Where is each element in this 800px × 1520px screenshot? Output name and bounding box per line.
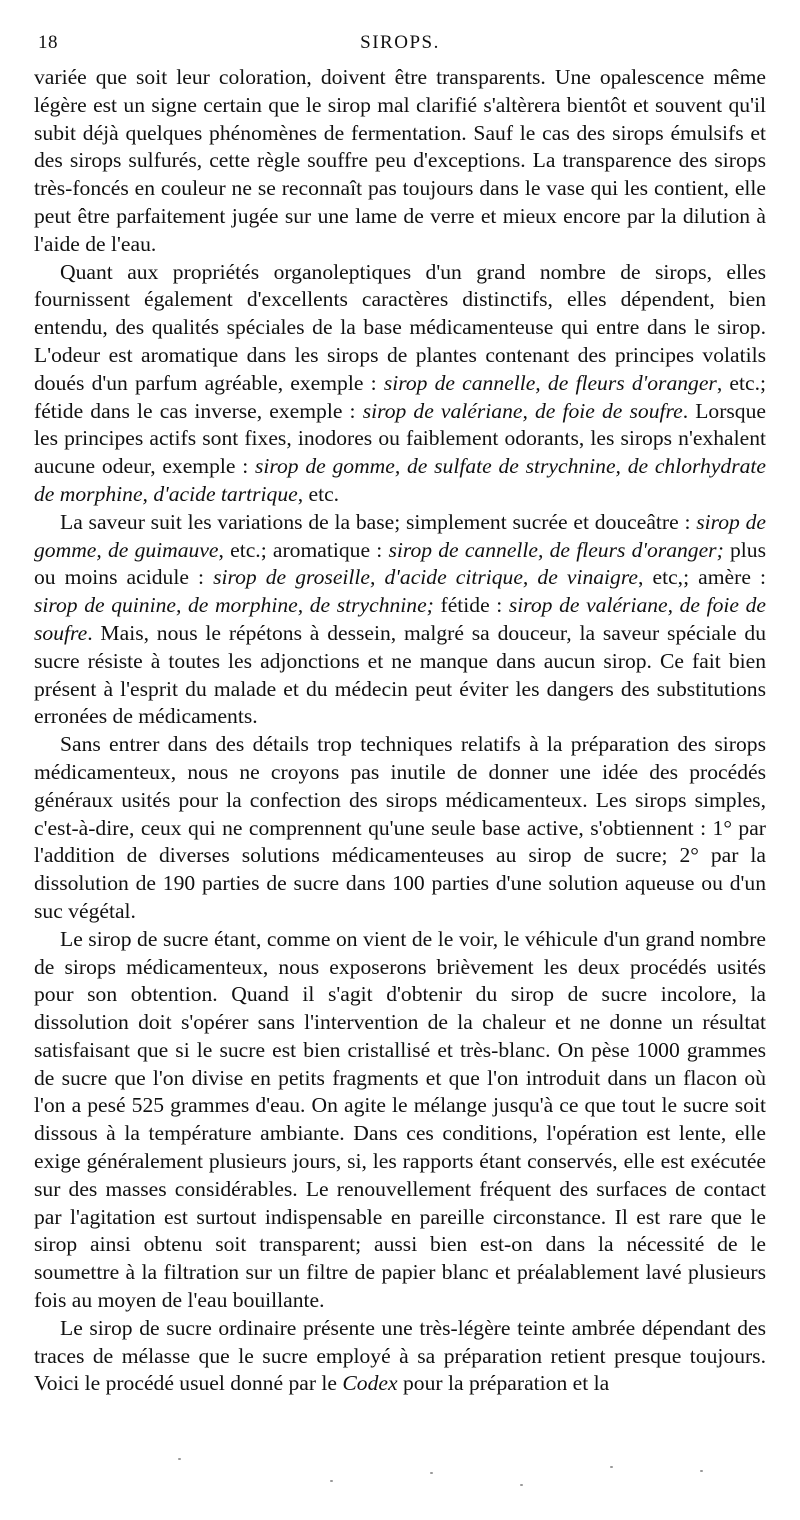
- body-text: [34, 64, 766, 1398]
- text-segment: , etc.; fétide dans le cas inverse, exemple :: [34, 370, 766, 423]
- italic-term: sirop de cannelle, de fleurs d'oranger;: [388, 537, 724, 562]
- text-segment: , etc.: [297, 481, 340, 506]
- page-number: 18: [38, 32, 58, 53]
- italic-term: Codex: [342, 1371, 398, 1396]
- text-segment: Le sirop de sucre étant, comme on vient de le voir, le véhicule d'un grand nombre de sirops médicamenteux, nous exposerons brièvement les deux procédés usités pour son obtention. Quand il s'agit d'obtenir du sirop de sucre incolore, la dissolution doit s'opérer sans l'intervention de la chaleur et ne donne un résultat satisfaisant que si le sucre est bien cristallisé et très-blanc. On pèse 1000 grammes de sucre que l'on divise en petits fragments et que l'on introduit dans un flacon où l'on a pesé 525 grammes d'eau. On agite le mélange jusqu'à ce que tout le sucre soit dissous à la température ambiante. Dans ces conditions, l'opération est lente, elle exige généralement plusieurs jours, si, les rapports étant conservés, elle est exécutée sur des masses considérables. Le renouvellement fréquent des surfaces de contact par l'agitation est surtout indispensable en pareille circonstance. Il est rare que le sirop ainsi obtenu soit transparent; aussi bien est-on dans la nécessité de le soumettre à la filtration sur un filtre de papier blanc et préalablement lavé plusieurs fois au moyen de l'eau bouillante.: [34, 926, 766, 1313]
- paragraph: [34, 1315, 766, 1398]
- italic-term: sirop de groseille, d'acide citrique, de vinaigre: [213, 565, 639, 590]
- text-segment: , etc.; aromatique :: [218, 537, 389, 562]
- italic-term: sirop de valériane, de foie de soufre: [34, 593, 766, 645]
- page-header: [38, 32, 762, 56]
- running-title: SIROPS.: [360, 32, 440, 53]
- paragraph: [34, 259, 766, 509]
- text-segment: plus ou moins acidule :: [34, 537, 766, 590]
- text-segment: pour la préparation et la: [397, 1371, 610, 1396]
- scan-specks: [0, 1450, 800, 1490]
- italic-term: sirop de quinine, de morphine, de strychnine;: [34, 593, 434, 618]
- text-segment: Le sirop de sucre ordinaire présente une très-légère teinte ambrée dépendant des traces de mélasse que le sucre employé à sa préparation retient presque toujours. Voici le procédé usuel donné par le: [34, 1315, 766, 1396]
- text-segment: , etc,; amère :: [638, 565, 766, 590]
- italic-term: sirop de gomme, de guimauve: [34, 509, 766, 562]
- text-segment: . Lorsque les principes actifs sont fixes, inodores ou faiblement odorants, les sirops n'exhalent aucune odeur, exemple :: [34, 398, 766, 479]
- text-segment: Quant aux propriétés organoleptiques d'un grand nombre de sirops, elles fournissent également d'excellents caractères distinctifs, elles dépendent, bien entendu, des qualités spéciales de la base médicamenteuse qui entre dans le sirop. L'odeur est aromatique dans les sirops de plantes contenant des principes volatils doués d'un parfum agréable, exemple :: [34, 259, 766, 395]
- text-segment: fétide :: [433, 593, 509, 618]
- text-segment: . Mais, nous le répétons à dessein, malgré sa douceur, la saveur spéciale du sucre résiste à toutes les adjonctions et ne manque dans aucun sirop. Ce fait bien présent à l'esprit du malade et du médecin peut éviter les dangers des substitutions erronées de médicaments.: [34, 620, 766, 729]
- paragraph: [34, 509, 766, 731]
- paragraph: [34, 64, 766, 259]
- italic-term: sirop de cannelle, de fleurs d'oranger: [383, 370, 717, 395]
- paragraph: [34, 731, 766, 926]
- paragraph: [34, 926, 766, 1315]
- text-segment: La saveur suit les variations de la base; simplement sucrée et douceâtre :: [60, 509, 697, 534]
- text-segment: variée que soit leur coloration, doivent être transparents. Une opalescence même légère est un signe certain que le sirop mal clarifié s'altèrera bientôt et souvent qu'il subit déjà quelques phénomènes de fermentation. Sauf le cas des sirops émulsifs et des sirops sulfurés, cette règle souffre peu d'exceptions. La transparence des sirops très-foncés en couleur ne se reconnaît pas toujours dans le vase qui les contient, elle peut être parfaitement jugée sur une lame de verre et mieux encore par la dilution à l'aide de l'eau.: [34, 65, 766, 256]
- italic-term: sirop de valériane, de foie de soufre: [362, 398, 683, 423]
- text-segment: Sans entrer dans des détails trop techniques relatifs à la préparation des sirops médicamenteux, nous ne croyons pas inutile de donner une idée des procédés généraux usités pour la confection des sirops médicamenteux. Les sirops simples, c'est-à-dire, ceux qui ne comprennent qu'une seule base active, s'obtiennent : 1° par l'addition de diverses solutions médicamenteuses au sirop de sucre; 2° par la dissolution de 190 parties de sucre dans 100 parties d'une solution aqueuse ou d'un suc végétal.: [34, 732, 766, 923]
- italic-term: sirop de gomme, de sulfate de strychnine, de chlorhydrate de morphine, d'acide tartrique: [34, 454, 766, 506]
